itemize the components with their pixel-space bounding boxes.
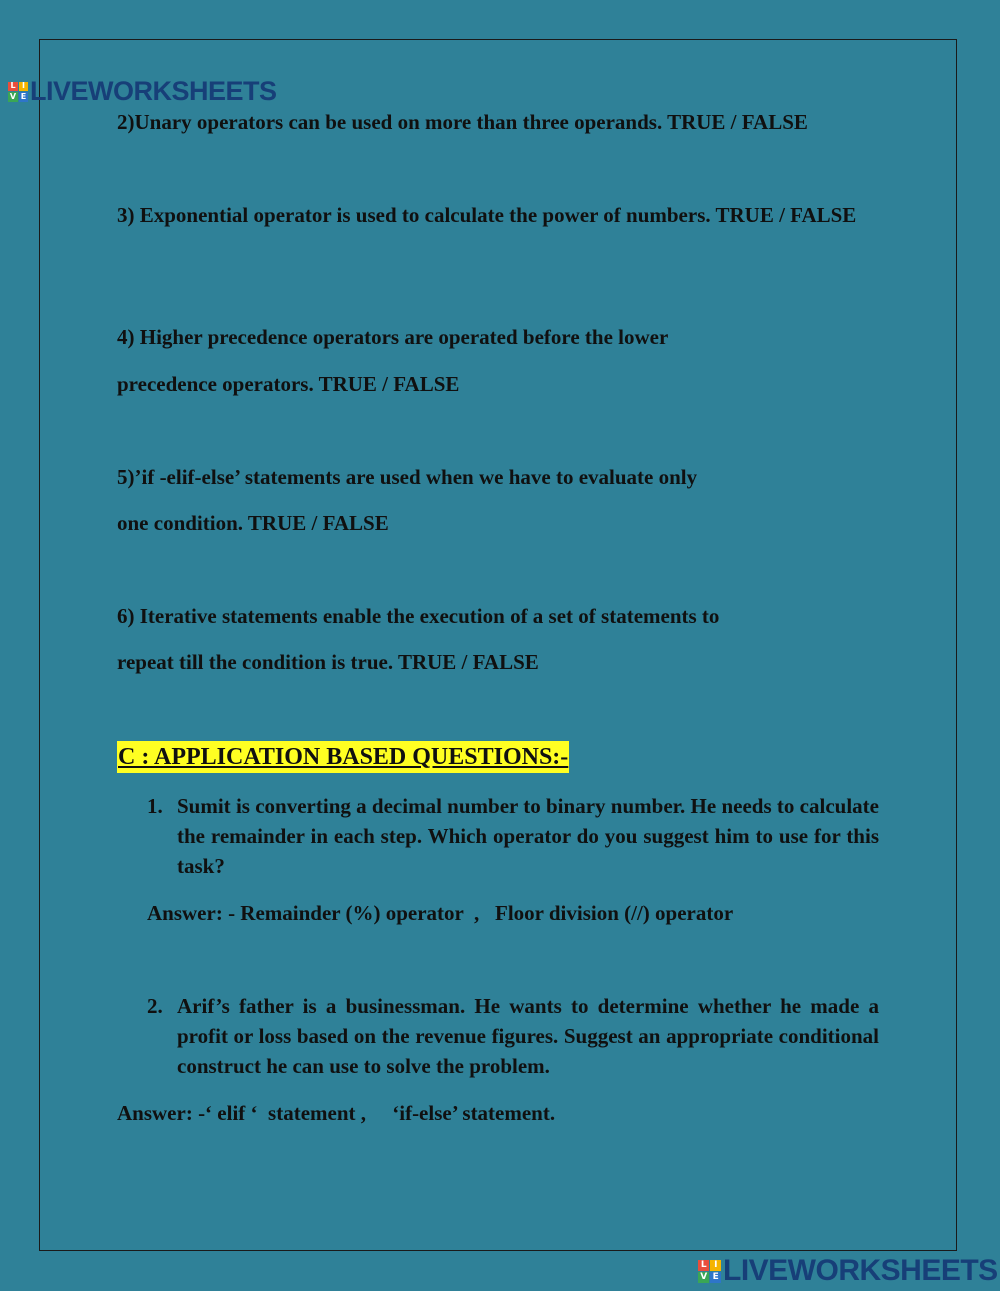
live-letter-v: V — [698, 1272, 709, 1283]
question-6-line-1: 6) Iterative statements enable the execution of a set of statements to — [117, 604, 720, 628]
application-question-2: Arif’s father is a businessman. He wants to determine whether he made a profit or loss based on the revenue figures. Suggest an appropriate conditional construct he can use to solve the problem. — [177, 994, 879, 1078]
live-letter-l: L — [8, 82, 18, 92]
application-question-1-number: 1. — [147, 794, 163, 818]
section-c-heading: C : APPLICATION BASED QUESTIONS:- — [117, 741, 569, 773]
live-letter-e: E — [710, 1272, 721, 1283]
live-grid-icon — [8, 82, 28, 102]
question-5-line-2: one condition. TRUE / FALSE — [117, 511, 389, 535]
live-letter-v: V — [9, 91, 16, 101]
question-5-line-1: 5)’if -elif-else’ statements are used when we have to evaluate only — [117, 465, 698, 489]
application-question-2-number: 2. — [147, 994, 163, 1018]
liveworksheets-logo-top — [8, 76, 277, 107]
logo-text: LIVEWORKSHEETS — [723, 1254, 998, 1287]
live-grid-icon — [698, 1260, 721, 1283]
question-4-line-2: precedence operators. TRUE / FALSE — [117, 372, 460, 396]
live-letter-i: I — [710, 1260, 721, 1271]
question-2: 2)Unary operators can be used on more than three operands. TRUE / FALSE — [117, 110, 808, 134]
live-letter-e: E — [19, 92, 29, 102]
liveworksheets-logo-bottom — [698, 1254, 998, 1288]
live-letter-i: I — [19, 82, 29, 92]
question-4-line-1: 4) Higher precedence operators are operated before the lower — [117, 325, 669, 349]
logo-text: LIVEWORKSHEETS — [30, 76, 277, 106]
live-letter-l: L — [698, 1260, 709, 1271]
application-question-1: Sumit is converting a decimal number to binary number. He needs to calculate the remainder in each step. Which operator do you suggest him to use for this task? — [177, 794, 879, 878]
application-answer-2: Answer: -‘ elif ‘ statement , ‘if-else’ statement. — [117, 1101, 556, 1125]
application-answer-1: Answer: - Remainder (%) operator , Floor division (//) operator — [147, 901, 734, 925]
question-6-line-2: repeat till the condition is true. TRUE / FALSE — [117, 650, 539, 674]
question-3: 3) Exponential operator is used to calculate the power of numbers. TRUE / FALSE — [117, 203, 857, 227]
